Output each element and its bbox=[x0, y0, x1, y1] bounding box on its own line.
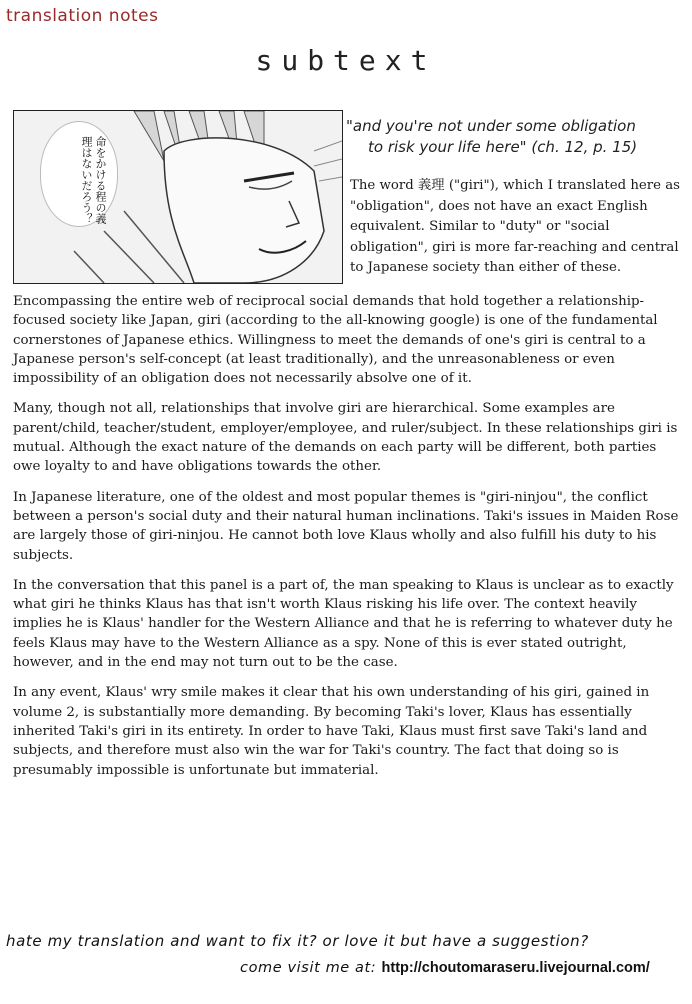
footer-contact bbox=[240, 960, 690, 976]
quote-line-1: "and you're not under some obligation bbox=[346, 117, 636, 135]
paragraph: In Japanese literature, one of the oldest and most popular themes is "giri-ninjou", the conflict between a person's social duty and their natural human inclinations. Taki's issues in Maiden Rose are largely those of giri-ninjou. He cannot both love Klaus wholly and also fulfill his duty to his subjects. bbox=[13, 489, 679, 563]
footer-invitation: hate my translation and want to fix it? or love it but have a suggestion? bbox=[6, 932, 589, 950]
speech-bubble-text: 命をかける程の義理はないだろう？ bbox=[80, 136, 107, 224]
paragraph: Many, though not all, relationships that involve giri are hierarchical. Some examples are parent/child, teacher/student, employer/employee, and ruler/subject. In these relationships giri is mutual. Although the exact nature of the demands on each party will be different, both parties owe loyalty to and have obligations towards the other. bbox=[13, 401, 678, 475]
notes-body bbox=[13, 292, 683, 791]
page-title: subtext bbox=[255, 44, 437, 77]
intro-paragraph: The word 義理 ("giri"), which I translated here as "obligation", does not have an exact English equivalent. Similar to "duty" or "social obligation", giri is more far-reaching and central to Japanese society than either of these. bbox=[350, 178, 680, 275]
manga-panel-image bbox=[13, 110, 343, 284]
paragraph: In the conversation that this panel is a part of, the man speaking to Klaus is unclear as to exactly what giri he thinks Klaus has that isn't worth Klaus risking his life over. The context heavily implies he is Klaus' handler for the Western Alliance and that he is referring to whatever duty he feels Klaus may have to the Western Alliance as a spy. None of this is ever stated outright, however, and in the end may not turn out to be the case. bbox=[13, 577, 674, 671]
paragraph: In any event, Klaus' wry smile makes it clear that his own understanding of his giri, gained in volume 2, is substantially more demanding. By becoming Taki's lover, Klaus has essentially inherited Taki's giri in its entirety. In order to have Taki, Klaus must first save Taki's land and subjects, and therefore must also win the war for Taki's country. The fact that doing so is presumably impossible is unfortunate but immaterial. bbox=[13, 685, 650, 778]
journal-link[interactable]: http://choutomaraseru.livejournal.com/ bbox=[381, 960, 650, 976]
quoted-line bbox=[346, 116, 686, 158]
paragraph: Encompassing the entire web of reciprocal social demands that hold together a relationship-focused society like Japan, giri (according to the all-knowing google) is one of the fundamental cornerstones of Japanese ethics. Willingness to meet the demands of one's giri is central to a Japanese person's self-concept (at least traditionally), and the unreasonableness or even impossibility of an obligation does not necessarily absolve one of it. bbox=[13, 294, 658, 387]
speech-bubble bbox=[40, 121, 118, 227]
visit-label: come visit me at: bbox=[240, 960, 382, 976]
section-tag: translation notes bbox=[6, 6, 159, 26]
quote-line-2: to risk your life here" (ch. 12, p. 15) bbox=[368, 138, 638, 156]
